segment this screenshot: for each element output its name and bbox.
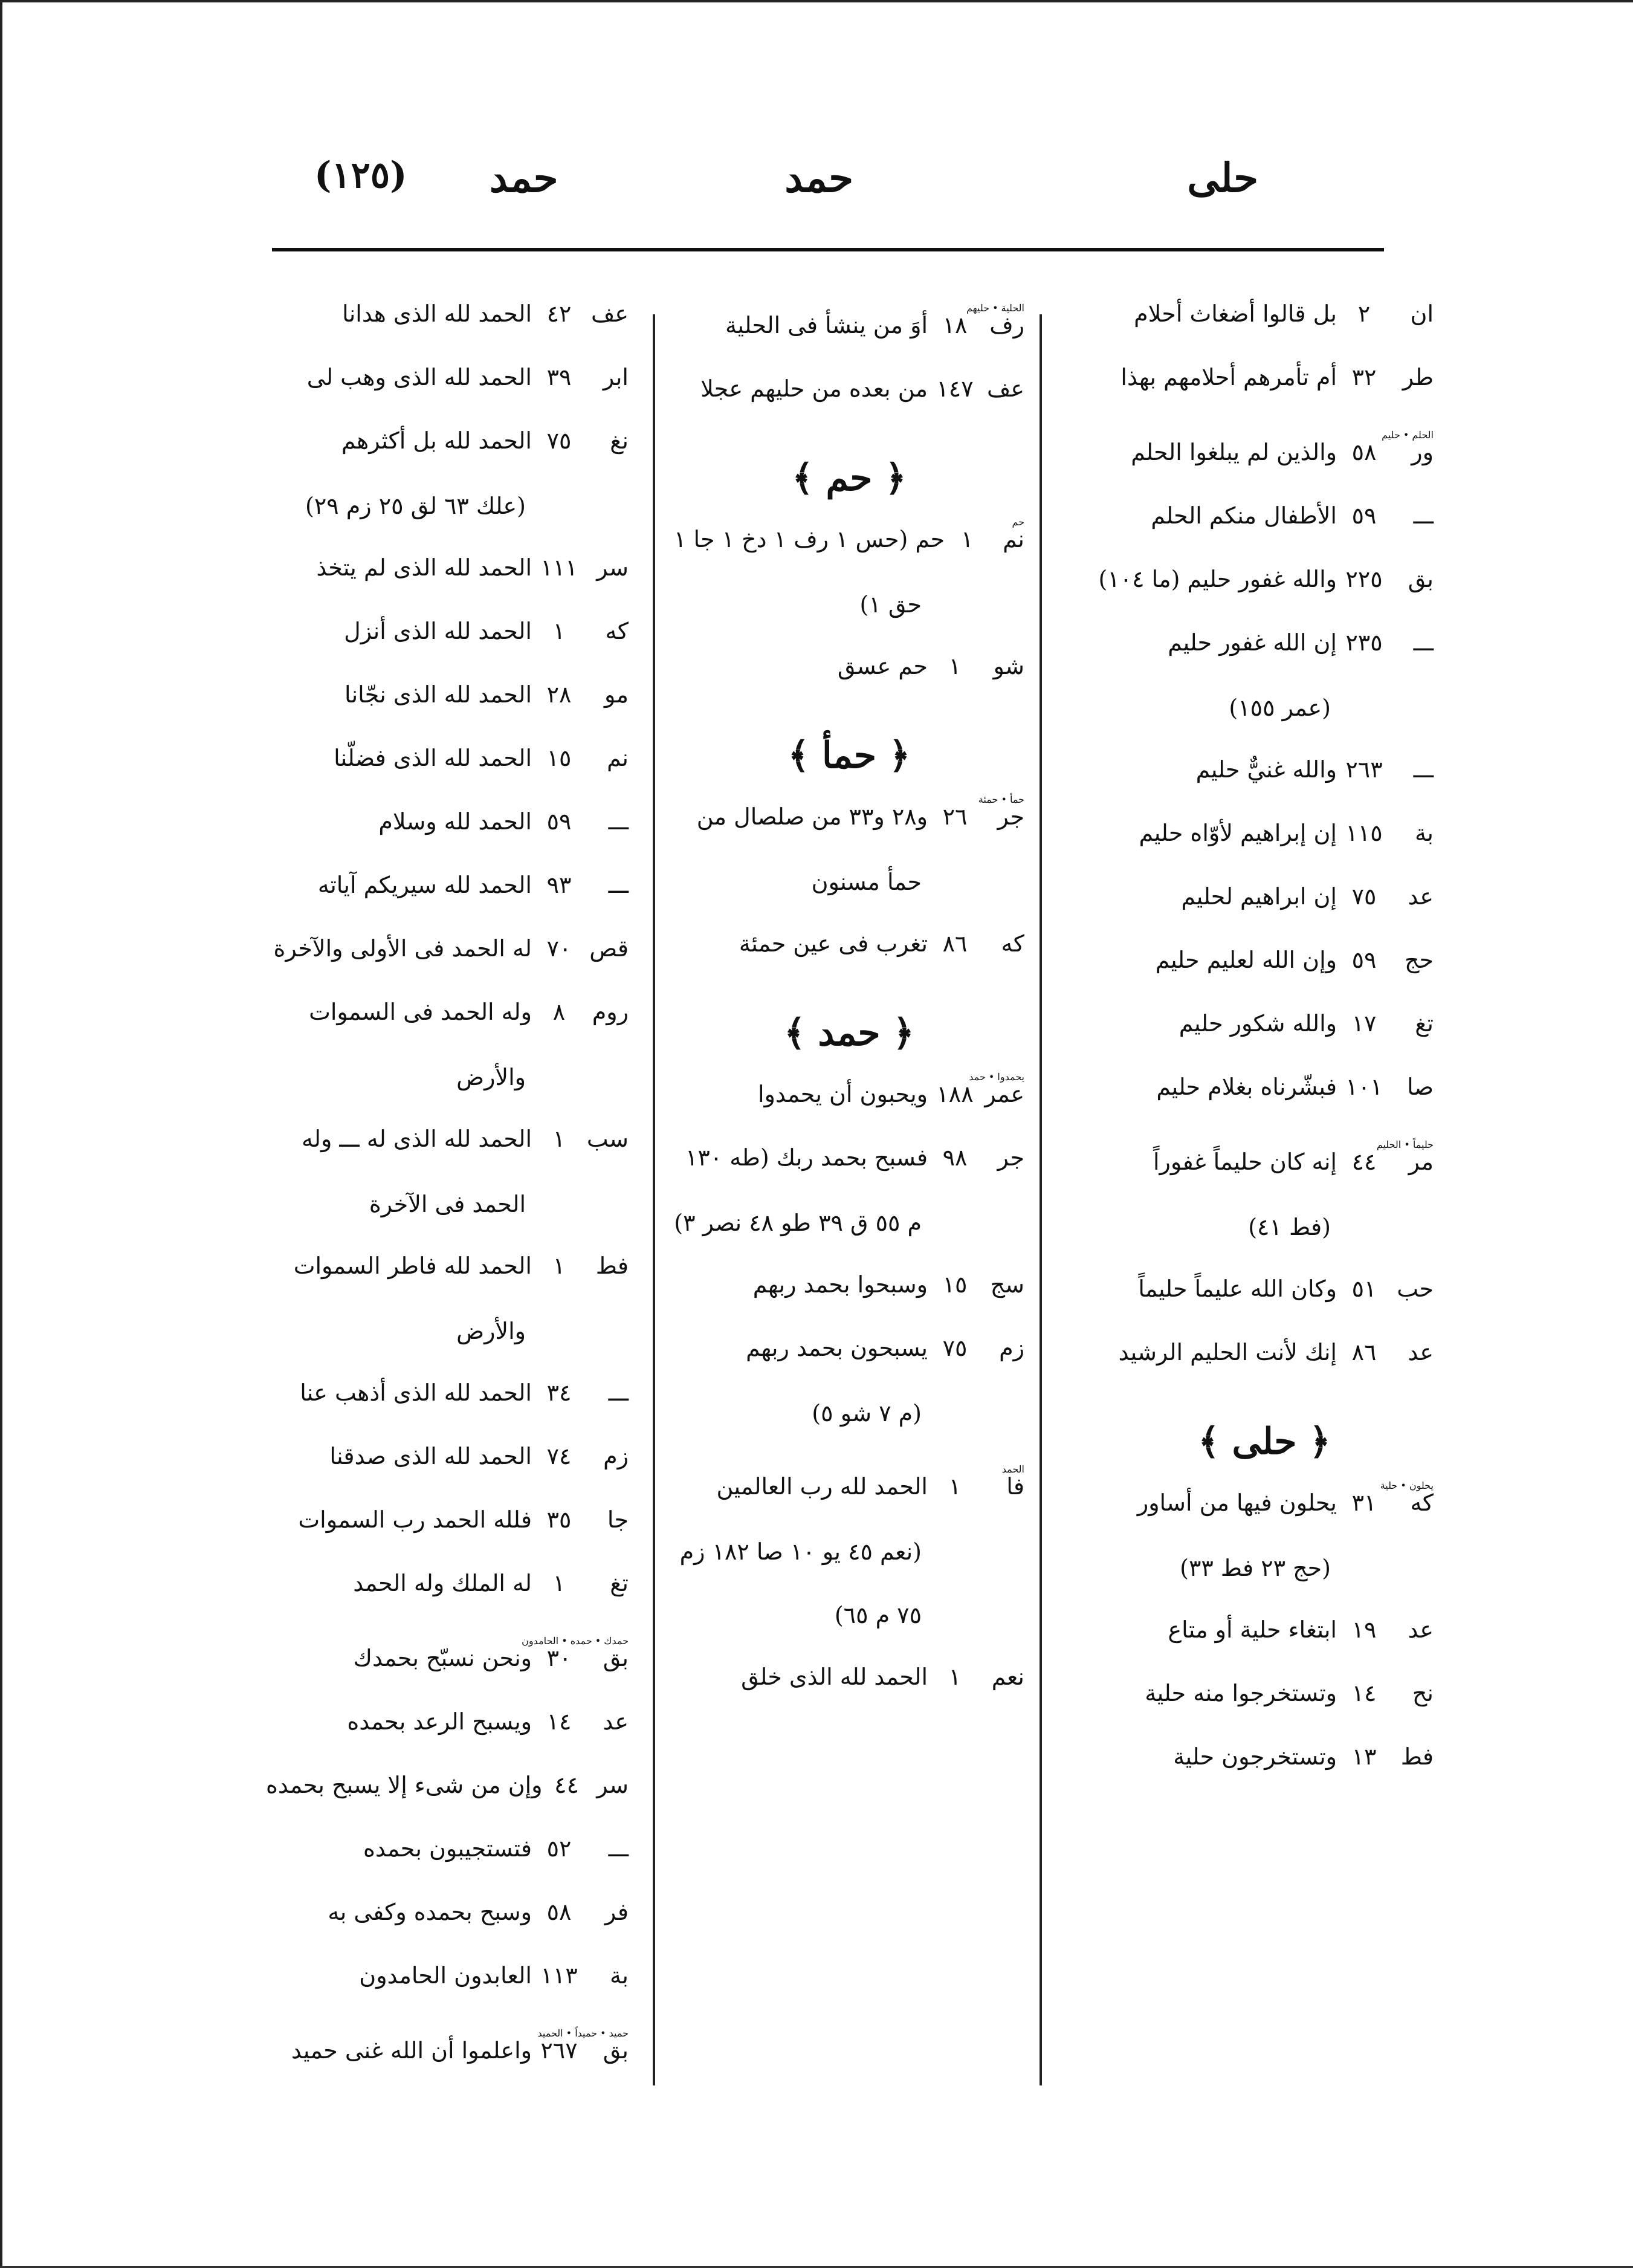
index-entry: [266, 620, 629, 683]
index-entry: [674, 932, 1024, 996]
verse-text: يحلون فيها من أساور: [1137, 1489, 1337, 1516]
verse-number: ٢٦٧: [540, 2037, 578, 2064]
verse-text: الحمد لله الذى وهب لى: [306, 364, 532, 390]
verse-number: ١: [948, 1473, 962, 1500]
verse-text: الحمد لله الذى أذهب عنا: [300, 1379, 532, 1406]
sura-abbrev: سب: [586, 1126, 629, 1152]
index-entry: [266, 1381, 629, 1445]
sura-abbrev: جا: [607, 1506, 629, 1533]
index-entry: [674, 1146, 1024, 1210]
sura-abbrev: سر: [597, 1772, 629, 1798]
sura-abbrev: ـــ: [608, 1379, 629, 1406]
sura-abbrev: تغ: [1415, 1010, 1434, 1037]
continuation-line: (حج ٢٣ فط ٣٣): [1180, 1555, 1331, 1581]
sura-abbrev: زم: [603, 1443, 629, 1469]
header-rule: [272, 248, 1384, 251]
sura-abbrev: ـــ: [1413, 502, 1434, 529]
verse-text: الحمد لله الذى أنزل: [344, 618, 532, 644]
continuation-line: ٧٥ م ٦٥): [834, 1602, 922, 1628]
sura-abbrev: كه: [1001, 930, 1024, 957]
index-entry: [1095, 1075, 1434, 1139]
index-entry: [1095, 568, 1434, 631]
verse-text: والله غفور حليم (ما ١٠٤): [1098, 566, 1337, 592]
index-entry: [266, 366, 629, 429]
sura-abbrev: نغ: [610, 427, 629, 454]
verse-text: إنه كان حليماً غفوراً: [1153, 1149, 1337, 1175]
sura-abbrev: بق: [603, 1645, 629, 1671]
verse-text: الحمد لله سيريكم آياته: [317, 872, 532, 898]
root-heading: ﴿ حم ﴾: [792, 457, 907, 499]
verse-number: ١: [552, 1570, 566, 1596]
index-entry: [266, 1572, 629, 1635]
sura-abbrev: جر: [997, 1144, 1024, 1171]
index-entry: [266, 1508, 629, 1572]
index-entry: [674, 1475, 1024, 1538]
sura-abbrev: ـــ: [608, 808, 629, 835]
sura-abbrev: تغ: [610, 1570, 629, 1596]
scan-edge-top: [0, 0, 1633, 2]
sura-abbrev: فط: [595, 1252, 629, 1279]
verse-number: ١: [552, 1252, 566, 1279]
page-number: (١٢٥): [314, 154, 407, 196]
verse-number: ١: [948, 1664, 962, 1690]
index-entry: [1095, 1277, 1434, 1341]
verse-text: إن الله غفور حليم: [1168, 629, 1337, 656]
sura-abbrev: ـــ: [608, 1835, 629, 1862]
index-entry: [674, 655, 1024, 718]
verse-number: ٨: [552, 999, 566, 1025]
header-right-word: حلى: [1187, 154, 1258, 201]
index-entry: [1095, 366, 1434, 429]
index-entry: [266, 1254, 629, 1318]
headword: حليماً • الحليم: [1376, 1139, 1434, 1150]
verse-number: ١: [552, 618, 566, 644]
index-entry: [1095, 1682, 1434, 1745]
verse-number: ٥٨: [1351, 439, 1377, 465]
sura-abbrev: بق: [1408, 566, 1434, 592]
verse-text: فسبح بحمد ربك (طه ١٣٠: [685, 1144, 928, 1171]
verse-text: و٢٨ و٣٣ من صلصال من: [696, 803, 928, 830]
index-entry: [674, 528, 1024, 591]
verse-text: ويسبح الرعد بحمده: [347, 1708, 532, 1735]
verse-text: له الحمد فى الأولى والآخرة: [273, 935, 532, 962]
verse-number: ١: [961, 526, 974, 552]
verse-number: ٢٦: [942, 803, 968, 830]
verse-text: الحمد لله الذى لم يتخذ: [316, 554, 532, 581]
index-entry: [1095, 1745, 1434, 1809]
verse-number: ٢٣٥: [1345, 629, 1383, 656]
verse-number: ٢٨: [546, 681, 572, 708]
sura-abbrev: حب: [1397, 1275, 1434, 1302]
verse-text: الحمد لله بل أكثرهم: [341, 427, 532, 454]
verse-number: ٤٤: [1351, 1149, 1377, 1175]
page-header: [0, 154, 1633, 227]
verse-number: ٢٢٥: [1345, 566, 1383, 592]
verse-number: ١٣: [1351, 1743, 1377, 1770]
verse-text: وإن الله لعليم حليم: [1155, 947, 1337, 973]
verse-number: ٣٢: [1351, 364, 1377, 390]
continuation-line: م ٥٥ ق ٣٩ طو ٤٨ نصر ٣): [674, 1210, 922, 1236]
verse-text: وسبحوا بحمد ربهم: [752, 1271, 928, 1298]
verse-text: الحمد لله الذى له ـــ وله: [302, 1126, 532, 1152]
index-entry: [266, 556, 629, 620]
verse-text: بل قالوا أضغاث أحلام: [1134, 300, 1337, 327]
verse-number: ٨٦: [1351, 1339, 1377, 1366]
index-entry: [1095, 758, 1434, 821]
verse-text: العابدون الحامدون: [359, 1962, 532, 1989]
index-entry: [674, 1083, 1024, 1146]
index-entry: [1095, 1491, 1434, 1555]
index-entry: [266, 302, 629, 366]
verse-number: ٩٨: [942, 1144, 968, 1171]
verse-text: إنك لأنت الحليم الرشيد: [1118, 1339, 1337, 1366]
verse-number: ٣٥: [546, 1506, 572, 1533]
verse-text: فتستجيبون بحمده: [363, 1835, 532, 1862]
index-entry: [266, 1445, 629, 1508]
index-entry: [1095, 1012, 1434, 1075]
index-entry: [266, 1127, 629, 1191]
sura-abbrev: بة: [1415, 820, 1434, 846]
right-column: [1095, 302, 1434, 1809]
sura-abbrev: نعم: [991, 1664, 1024, 1690]
verse-number: ٤٤: [554, 1772, 579, 1798]
verse-number: ١: [552, 1126, 566, 1152]
sura-abbrev: قص: [589, 935, 629, 962]
column-divider-left: [653, 314, 655, 2085]
verse-number: ٣٤: [546, 1379, 572, 1406]
sura-abbrev: فط: [1400, 1743, 1434, 1770]
sura-abbrev: عمر: [985, 1081, 1024, 1107]
index-entry: [674, 1273, 1024, 1336]
verse-text: ابتغاء حلية أو متاع: [1168, 1616, 1337, 1643]
continuation-line: حق ١): [859, 591, 922, 618]
index-entry: [266, 937, 629, 1000]
verse-text: وإن من شىء إلا يسبح بحمده: [266, 1772, 543, 1798]
verse-number: ٧٥: [942, 1335, 968, 1361]
sura-abbrev: فر: [604, 1899, 629, 1925]
verse-text: وكان الله عليماً حليماً: [1138, 1275, 1337, 1302]
index-entry: [266, 747, 629, 810]
headword: الحمد: [1001, 1463, 1024, 1475]
scan-edge-left: [0, 0, 2, 2268]
index-entry: [1095, 302, 1434, 366]
index-entry: [266, 1774, 629, 1837]
headword: يحمدوا • حمد: [969, 1071, 1024, 1083]
sura-abbrev: شو: [993, 653, 1024, 679]
verse-number: ٣٩: [546, 364, 572, 390]
verse-text: الأطفال منكم الحلم: [1151, 502, 1337, 529]
sura-abbrev: رف: [989, 312, 1024, 339]
sura-abbrev: نح: [1412, 1680, 1434, 1706]
sura-abbrev: عف: [590, 300, 629, 327]
sura-abbrev: ان: [1410, 300, 1434, 327]
verse-number: ١٤٧: [936, 375, 974, 402]
sura-abbrev: ـــ: [1413, 629, 1434, 656]
verse-number: ١٩: [1351, 1616, 1377, 1643]
verse-text: فلله الحمد رب السموات: [298, 1506, 532, 1533]
headword: حمأ • حمئة: [978, 794, 1024, 805]
verse-text: إن ابراهيم لحليم: [1181, 883, 1337, 910]
sura-abbrev: جر: [997, 803, 1024, 830]
headword: حمدك • حمده • الحامدون: [522, 1635, 629, 1647]
index-entry: [266, 1964, 629, 2027]
verse-number: ١١١: [540, 554, 578, 581]
index-entry: [1095, 821, 1434, 885]
sura-abbrev: عد: [1408, 1616, 1434, 1643]
sura-abbrev: حج: [1404, 947, 1434, 973]
verse-number: ٢٦٣: [1345, 756, 1383, 783]
verse-text: والذين لم يبلغوا الحلم: [1131, 439, 1337, 465]
continuation-line: (علك ٦٣ لق ٢٥ زم ٢٩): [305, 493, 526, 519]
verse-number: ٥١: [1351, 1275, 1377, 1302]
verse-text: يسبحون بحمد ربهم: [746, 1335, 928, 1361]
root-heading: ﴿ حمأ ﴾: [787, 734, 911, 777]
sura-abbrev: ـــ: [608, 872, 629, 898]
verse-number: ٨٦: [942, 930, 968, 957]
verse-number: ٣١: [1351, 1489, 1377, 1516]
verse-number: ٧٠: [546, 935, 572, 962]
verse-text: وتستخرجون حلية: [1173, 1743, 1337, 1770]
verse-number: ٧٥: [1351, 883, 1377, 910]
index-entry: [1095, 1341, 1434, 1404]
continuation-line: والأرض: [456, 1064, 526, 1090]
verse-number: ٩٣: [546, 872, 572, 898]
verse-text: له الملك وله الحمد: [353, 1570, 532, 1596]
verse-number: ١٨٨: [936, 1081, 974, 1107]
sura-abbrev: عف: [986, 375, 1024, 402]
verse-number: ١٤: [546, 1708, 572, 1735]
headword: حم: [1012, 516, 1024, 528]
sura-abbrev: ور: [1411, 439, 1434, 465]
sura-abbrev: بة: [610, 1962, 629, 1989]
sura-abbrev: مر: [1408, 1149, 1434, 1175]
verse-number: ٣٠: [546, 1645, 572, 1671]
headword: حميد • حميداً • الحميد: [537, 2027, 629, 2039]
index-entry: [266, 1710, 629, 1774]
index-entry: [674, 805, 1024, 869]
index-entry: [266, 683, 629, 747]
continuation-line: (نعم ٤٥ يو ١٠ صا ١٨٢ زم: [679, 1538, 922, 1565]
continuation-line: الحمد فى الآخرة: [369, 1191, 526, 1217]
verse-text: والله غنيٌّ حليم: [1195, 756, 1337, 783]
verse-text: الحمد لله الذى هدانا: [342, 300, 532, 327]
sura-abbrev: كه: [605, 618, 629, 644]
sura-abbrev: عد: [1408, 883, 1434, 910]
index-entry: [674, 314, 1024, 377]
continuation-line: (عمر ١٥٥): [1229, 695, 1331, 721]
verse-number: ١: [948, 653, 962, 679]
continuation-line: والأرض: [456, 1318, 526, 1344]
headword: الحلم • حليم: [1382, 429, 1434, 441]
verse-text: الحمد لله الذى خلق: [741, 1664, 928, 1690]
verse-number: ٥٨: [546, 1899, 572, 1925]
verse-number: ٤٢: [546, 300, 572, 327]
sura-abbrev: ابر: [603, 364, 629, 390]
verse-text: إن إبراهيم لأوّاه حليم: [1139, 820, 1337, 846]
continuation-line: (م ٧ شو ٥): [812, 1400, 922, 1427]
index-entry: [1095, 1618, 1434, 1682]
verse-text: الحمد لله الذى فضلّنا: [334, 745, 532, 771]
sura-abbrev: نم: [607, 745, 629, 771]
sura-abbrev: سج: [990, 1271, 1024, 1298]
index-entry: [266, 1000, 629, 1064]
index-entry: [1095, 948, 1434, 1012]
sura-abbrev: سر: [597, 554, 629, 581]
column-divider-right: [1040, 314, 1042, 2085]
header-left-word: حمد: [490, 154, 558, 201]
continuation-line: حمأ مسنون: [811, 869, 922, 895]
continuation-line: (فط ٤١): [1248, 1214, 1331, 1240]
index-entry: [1095, 504, 1434, 568]
verse-text: الحمد لله وسلام: [378, 808, 532, 835]
verse-text: وله الحمد فى السموات: [309, 999, 532, 1025]
verse-number: ٥٢: [546, 1835, 572, 1862]
index-entry: [674, 1665, 1024, 1729]
verse-text: الحمد لله فاطر السموات: [293, 1252, 532, 1279]
verse-text: حم عسق: [837, 653, 928, 679]
verse-text: وتستخرجوا منه حلية: [1145, 1680, 1337, 1706]
index-entry: [1095, 1150, 1434, 1214]
verse-text: الحمد لله الذى نجّانا: [344, 681, 532, 708]
index-entry: [266, 873, 629, 937]
index-entry: [674, 1336, 1024, 1400]
verse-text: فبشّرناه بغلام حليم: [1156, 1074, 1337, 1100]
index-entry: [266, 429, 629, 493]
verse-number: ٢: [1357, 300, 1371, 327]
sura-abbrev: مو: [604, 681, 629, 708]
root-heading: ﴿ حلى ﴾: [1198, 1421, 1331, 1463]
index-entry: [266, 1647, 629, 1710]
verse-number: ١٧: [1351, 1010, 1377, 1037]
sura-abbrev: بق: [603, 2037, 629, 2064]
sura-abbrev: نم: [1003, 526, 1024, 552]
verse-number: ١١٥: [1345, 820, 1383, 846]
verse-number: ٧٤: [546, 1443, 572, 1469]
index-entry: [1095, 441, 1434, 504]
index-entry: [266, 810, 629, 873]
verse-text: الحمد لله الذى صدقنا: [329, 1443, 532, 1469]
verse-text: ويحبون أن يحمدوا: [757, 1081, 928, 1107]
headword: الحلية • حليهم: [966, 302, 1024, 314]
headword: يحلون • حلية: [1380, 1480, 1434, 1491]
verse-number: ١١٣: [540, 1962, 578, 1989]
sura-abbrev: روم: [592, 999, 629, 1025]
index-entry: [1095, 631, 1434, 695]
sura-abbrev: زم: [999, 1335, 1024, 1361]
verse-number: ١٨: [942, 312, 968, 339]
verse-number: ١٤: [1351, 1680, 1377, 1706]
sura-abbrev: فا: [1006, 1473, 1024, 1500]
root-heading: ﴿ حمد ﴾: [784, 1012, 914, 1054]
verse-number: ٧٥: [546, 427, 572, 454]
verse-text: وسبح بحمده وكفى به: [328, 1899, 532, 1925]
verse-number: ١٥: [942, 1271, 968, 1298]
verse-number: ٥٩: [1351, 947, 1377, 973]
verse-text: واعلموا أن الله غنى حميد: [291, 2037, 532, 2064]
header-center-word: حمد: [784, 154, 853, 201]
middle-column: [674, 302, 1024, 1729]
sura-abbrev: عد: [1408, 1339, 1434, 1366]
index-entry: [266, 1900, 629, 1964]
verse-text: والله شكور حليم: [1179, 1010, 1337, 1037]
sura-abbrev: عد: [603, 1708, 629, 1735]
verse-number: ٥٩: [1351, 502, 1377, 529]
verse-text: تغرب فى عين حمئة: [739, 930, 928, 957]
verse-text: أوَ من ينشأ فى الحلية: [725, 312, 928, 339]
verse-number: ١٠١: [1345, 1074, 1383, 1100]
index-entry: [266, 1837, 629, 1900]
verse-text: ونحن نسبّح بحمدك: [353, 1645, 532, 1671]
verse-text: من بعده من حليهم عجلا: [700, 375, 928, 402]
index-entry: [1095, 885, 1434, 948]
verse-number: ١٥: [546, 745, 572, 771]
verse-number: ٥٩: [546, 808, 572, 835]
left-column: [266, 302, 629, 2102]
sura-abbrev: طر: [1402, 364, 1434, 390]
verse-text: أم تأمرهم أحلامهم بهذا: [1120, 364, 1337, 390]
sura-abbrev: ـــ: [1413, 756, 1434, 783]
verse-text: الحمد لله رب العالمين: [716, 1473, 928, 1500]
index-entry: [266, 2039, 629, 2102]
sura-abbrev: صا: [1407, 1074, 1434, 1100]
verse-text: حم (حس ١ رف ١ دخ ١ جا ١: [674, 526, 945, 552]
sura-abbrev: كه: [1410, 1489, 1434, 1516]
index-entry: [674, 377, 1024, 441]
